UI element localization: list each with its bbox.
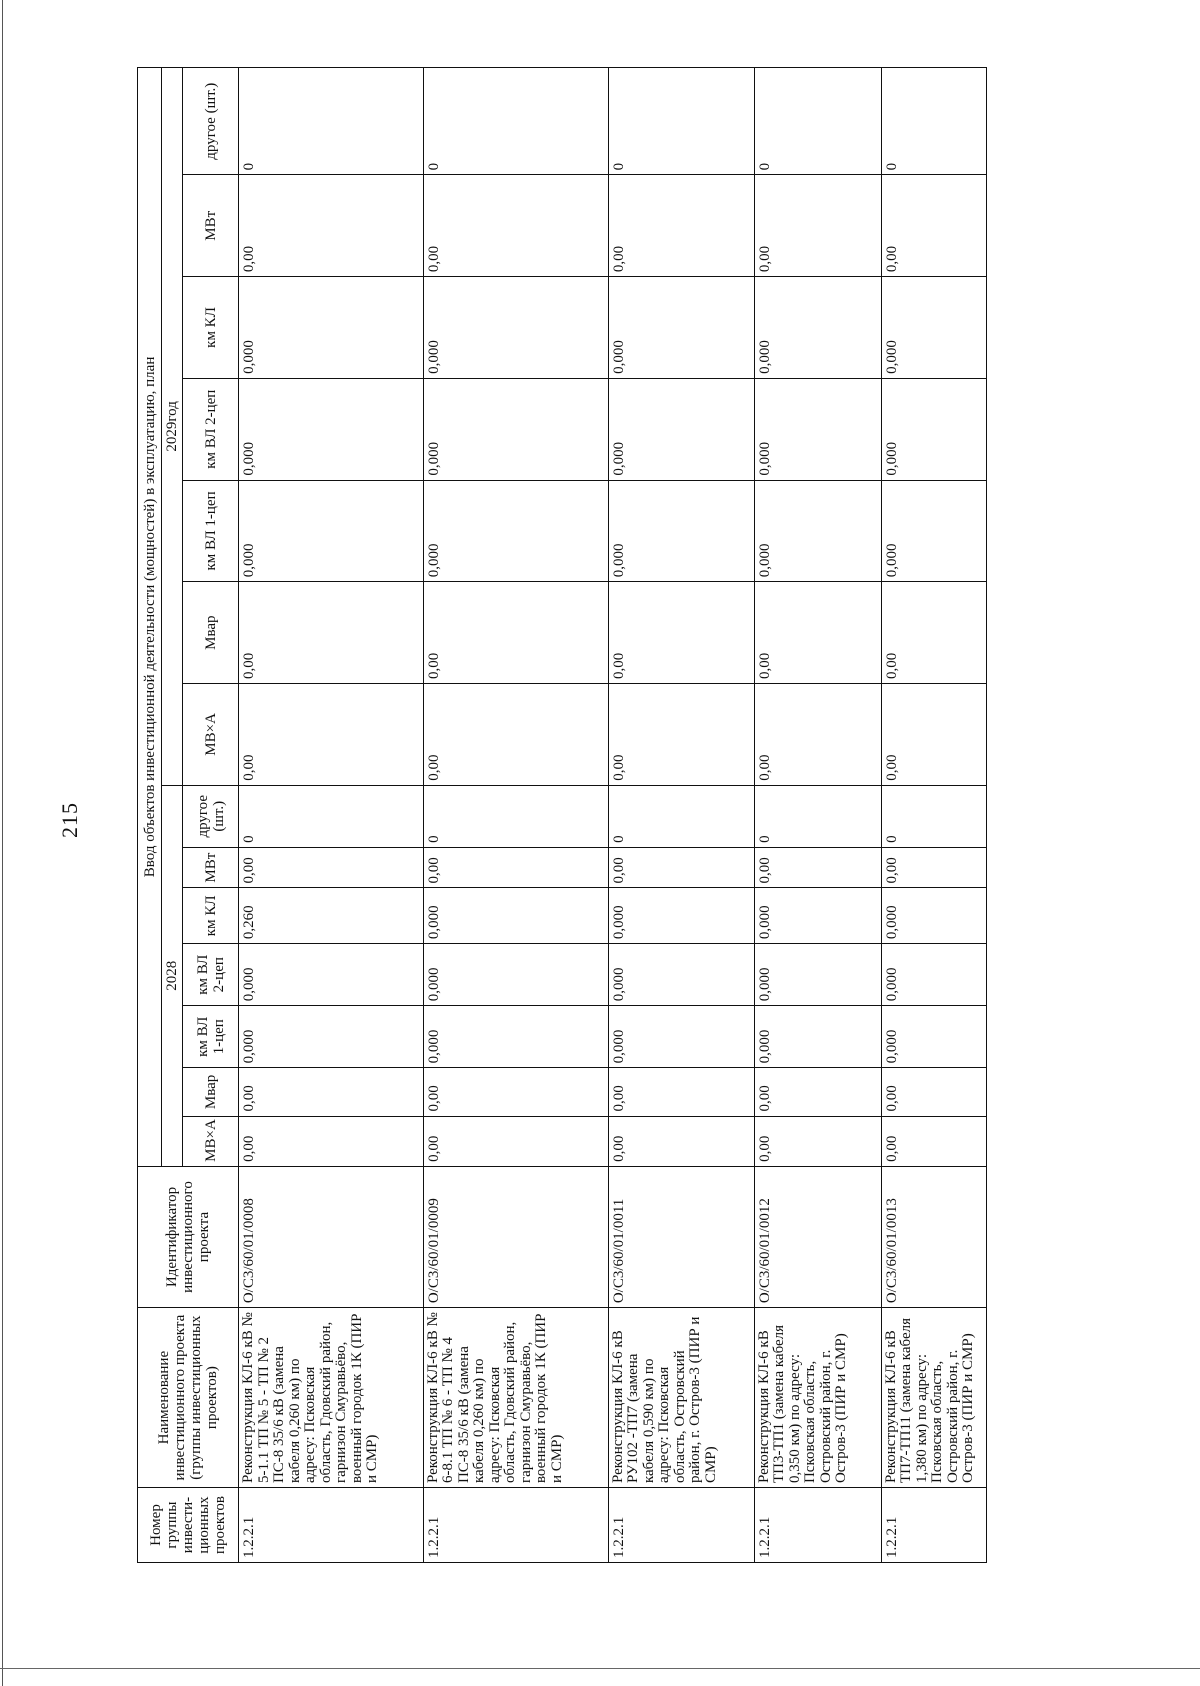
value-2028-cell: 0,00 [423,1068,608,1116]
value-2028-cell: 0,000 [239,944,424,1006]
page-number: 215 [57,802,82,838]
value-2028-cell: 0,00 [881,1116,986,1166]
value-2028-cell: 0 [239,785,424,847]
table-body [239,68,987,1563]
project-name-cell: Реконструкция КЛ-6 кВ ТП3-ТП1 (замена кабеля 0,350 км) по адресу: Псковская область, Островский район, г. Остров-3 (ПИР и СМР) [754,1308,881,1488]
value-2029-cell: 0,00 [423,175,608,277]
group-number-cell: 1.2.2.1 [754,1488,881,1563]
value-2029-cell: 0,00 [881,175,986,277]
table-row [881,68,986,1563]
value-2029-cell: 0,00 [239,175,424,277]
header-project-name: Наименование инвестиционного проекта (группы инвестиционных проектов) [138,1308,239,1488]
value-2028-cell: 0,000 [754,888,881,944]
value-2028-cell: 0,00 [423,1116,608,1166]
unit-header: МВ×А [183,1116,239,1166]
group-number-cell: 1.2.2.1 [608,1488,754,1563]
table-row [754,68,881,1563]
value-2029-cell: 0,000 [754,480,881,582]
project-name-cell: Реконструкция КЛ-6 кВ ТП7-ТП11 (замена кабеля 1,380 км) по адресу: Псковская область, Островский район, г. Остров-3 (ПИР и СМР) [881,1308,986,1488]
value-2028-cell: 0,00 [239,847,424,888]
value-2028-cell: 0,00 [608,1068,754,1116]
page-edge-left [2,0,3,1686]
group-number-cell: 1.2.2.1 [423,1488,608,1563]
value-2028-cell: 0,260 [239,888,424,944]
header-project-id: Идентификатор инвестиционного проекта [138,1166,239,1307]
project-id-cell: O/C3/60/01/0011 [608,1166,754,1307]
value-2029-cell: 0,00 [754,684,881,786]
value-2028-cell: 0,000 [881,1006,986,1068]
rotated-table-wrapper [137,67,987,1563]
value-2029-cell: 0,000 [754,378,881,480]
value-2028-cell: 0 [754,785,881,847]
project-name-cell: Реконструкция КЛ-6 кВ № 6-8.1 ТП № 6 - ТП № 4 ПС-8 35/6 кВ (замена кабеля 0,260 км) по адресу: Псковская область, Гдовский район, гарнизон Смуравьёво, военный городок 1К (ПИР и СМР) [423,1308,608,1488]
unit-header: МВт [183,175,239,277]
project-id-cell: O/C3/60/01/0013 [881,1166,986,1307]
group-number-cell: 1.2.2.1 [881,1488,986,1563]
group-number-cell: 1.2.2.1 [239,1488,424,1563]
value-2029-cell: 0,00 [881,582,986,684]
value-2028-cell: 0,00 [608,1116,754,1166]
value-2029-cell: 0,000 [423,480,608,582]
value-2028-cell: 0,00 [754,1116,881,1166]
project-name-cell: Реконструкция КЛ-6 кВ № 5-1.1 ТП № 5 - ТП № 2 ПС-8 35/6 кВ (замена кабеля 0,260 км) по адресу: Псковская область, Гдовский район, гарнизон Смуравьёво, военный городок 1К (ПИР и СМР) [239,1308,424,1488]
value-2028-cell: 0,00 [239,1116,424,1166]
project-id-cell: O/C3/60/01/0009 [423,1166,608,1307]
value-2028-cell: 0,000 [423,944,608,1006]
header-group-number: Номер группы инвести-ционных проектов [138,1488,239,1563]
value-2028-cell: 0,000 [608,944,754,1006]
value-2028-cell: 0 [881,785,986,847]
value-2029-cell: 0,000 [423,277,608,379]
value-2029-cell: 0,000 [608,277,754,379]
value-2029-cell: 0,000 [608,378,754,480]
value-2028-cell: 0,000 [423,1006,608,1068]
value-2029-cell: 0,00 [881,684,986,786]
unit-header: Мвар [183,1068,239,1116]
value-2029-cell: 0 [239,68,424,175]
value-2028-cell: 0,00 [754,847,881,888]
unit-header: МВ×А [183,684,239,786]
value-2029-cell: 0,000 [239,277,424,379]
value-2029-cell: 0 [881,68,986,175]
unit-header: км КЛ [183,888,239,944]
value-2028-cell: 0,00 [881,847,986,888]
value-2028-cell: 0,000 [608,888,754,944]
value-2029-cell: 0,00 [423,684,608,786]
value-2029-cell: 0,000 [239,378,424,480]
header-year-2028: 2028 [162,785,183,1166]
value-2028-cell: 0,000 [239,1006,424,1068]
value-2028-cell: 0,000 [608,1006,754,1068]
value-2029-cell: 0,00 [239,684,424,786]
unit-header: МВт [183,847,239,888]
value-2028-cell: 0,000 [754,1006,881,1068]
value-2028-cell: 0,000 [754,944,881,1006]
project-id-cell: O/C3/60/01/0012 [754,1166,881,1307]
unit-header: км ВЛ 2-цеп [183,944,239,1006]
value-2029-cell: 0,00 [608,175,754,277]
value-2029-cell: 0,000 [881,480,986,582]
value-2028-cell: 0 [423,785,608,847]
header-year-2029: 2029год [162,68,183,786]
unit-header: км ВЛ 1-цеп [183,480,239,582]
value-2029-cell: 0,000 [423,378,608,480]
unit-header: км ВЛ 2-цеп [183,378,239,480]
value-2029-cell: 0,00 [423,582,608,684]
value-2028-cell: 0,00 [239,1068,424,1116]
value-2028-cell: 0,00 [754,1068,881,1116]
unit-header: км КЛ [183,277,239,379]
value-2029-cell: 0 [608,68,754,175]
unit-header: Мвар [183,582,239,684]
value-2029-cell: 0,00 [608,582,754,684]
value-2028-cell: 0 [608,785,754,847]
value-2028-cell: 0,00 [423,847,608,888]
header-commissioning-plan: Ввод объектов инвестиционной деятельности (мощностей) в эксплуатацию, план [138,68,162,1167]
value-2029-cell: 0,000 [754,277,881,379]
table-row [423,68,608,1563]
value-2029-cell: 0,000 [608,480,754,582]
value-2029-cell: 0,000 [881,277,986,379]
page-edge-bottom [0,1668,1200,1669]
value-2029-cell: 0,00 [239,582,424,684]
unit-header: другое (шт.) [183,68,239,175]
project-id-cell: O/C3/60/01/0008 [239,1166,424,1307]
project-name-cell: Реконструкция КЛ-6 кВ РУ102 -ТП7 (замена кабеля 0,590 км) по адресу: Псковская область, Островский район, г. Остров-3 (ПИР и СМР) [608,1308,754,1488]
value-2028-cell: 0,000 [881,888,986,944]
value-2029-cell: 0,00 [754,175,881,277]
value-2029-cell: 0,00 [754,582,881,684]
value-2028-cell: 0,000 [881,944,986,1006]
value-2029-cell: 0,000 [239,480,424,582]
value-2029-cell: 0,00 [608,684,754,786]
table-row [239,68,424,1563]
value-2029-cell: 0 [423,68,608,175]
table-row [608,68,754,1563]
unit-header: км ВЛ 1-цеп [183,1006,239,1068]
value-2028-cell: 0,000 [423,888,608,944]
value-2028-cell: 0,00 [881,1068,986,1116]
unit-header: другое (шт.) [183,785,239,847]
investment-table [137,67,987,1563]
value-2029-cell: 0,000 [881,378,986,480]
value-2029-cell: 0 [754,68,881,175]
value-2028-cell: 0,00 [608,847,754,888]
